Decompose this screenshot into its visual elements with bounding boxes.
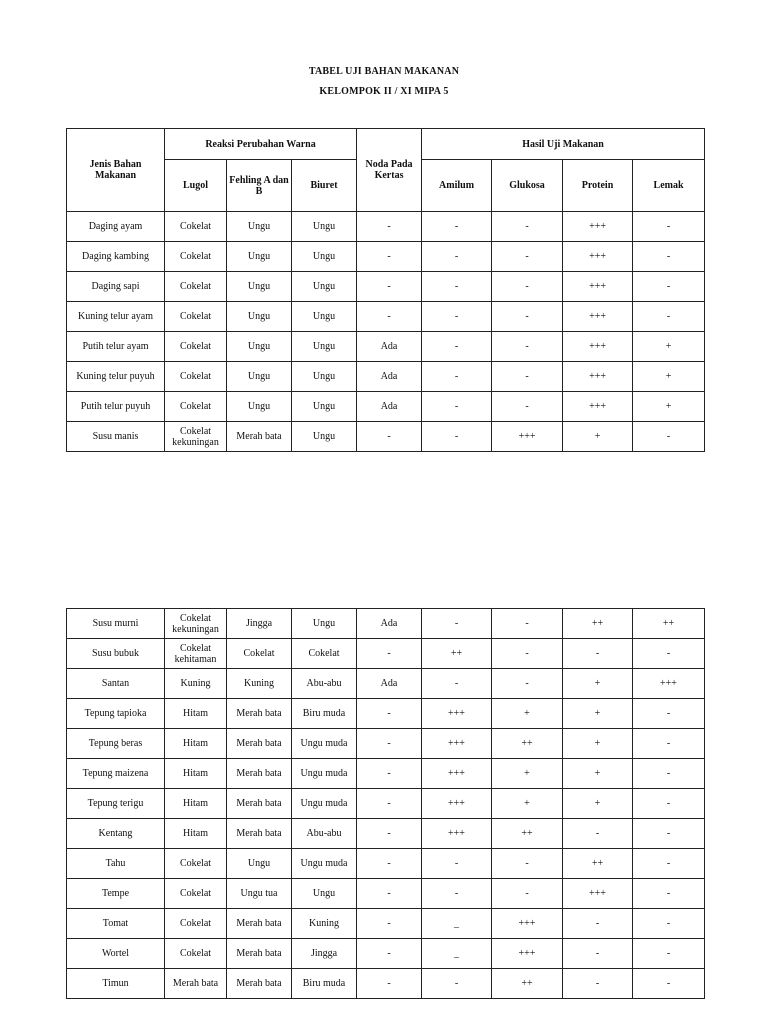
table-cell: Cokelat kekuningan [165, 609, 227, 639]
table-row [67, 669, 705, 699]
table-cell: - [357, 242, 422, 272]
table-cell: - [357, 272, 422, 302]
table-cell: - [492, 879, 563, 909]
table-cell: - [563, 969, 633, 999]
table-cell: - [633, 729, 705, 759]
table-cell: Ada [357, 609, 422, 639]
table-cell: +++ [563, 392, 633, 422]
food-name-cell: Daging sapi [67, 272, 165, 302]
table-cell: - [633, 422, 705, 452]
table-cell: - [357, 819, 422, 849]
table-cell: _ [422, 939, 492, 969]
table-cell: + [563, 759, 633, 789]
table-cell: Cokelat [165, 939, 227, 969]
table-cell: Biru muda [292, 699, 357, 729]
table-cell: - [422, 879, 492, 909]
table-cell: - [422, 669, 492, 699]
table-cell: - [492, 362, 563, 392]
header-lugol: Lugol [165, 160, 227, 212]
food-name-cell: Tepung terigu [67, 789, 165, 819]
table-cell: Hitam [165, 819, 227, 849]
table-row [67, 242, 705, 272]
table-row [67, 879, 705, 909]
food-name-cell: Tepung beras [67, 729, 165, 759]
table-cell: - [357, 909, 422, 939]
table-cell: Cokelat [165, 849, 227, 879]
table-cell: Cokelat [165, 302, 227, 332]
table-cell: Kuning [227, 669, 292, 699]
table-cell: Ungu [292, 392, 357, 422]
food-name-cell: Putih telur ayam [67, 332, 165, 362]
table-cell: Ada [357, 332, 422, 362]
table-cell: - [492, 272, 563, 302]
table-cell: Ungu [227, 849, 292, 879]
table-cell: Abu-abu [292, 819, 357, 849]
table-cell: Merah bata [227, 759, 292, 789]
table-cell: Cokelat [165, 362, 227, 392]
table-cell: - [422, 362, 492, 392]
table-cell: - [422, 422, 492, 452]
food-name-cell: Susu bubuk [67, 639, 165, 669]
table-cell: - [492, 212, 563, 242]
table-cell: - [357, 789, 422, 819]
table-cell: Ungu tua [227, 879, 292, 909]
table-cell: - [633, 789, 705, 819]
header-protein: Protein [563, 160, 633, 212]
table-row [67, 332, 705, 362]
table-cell: Ungu [292, 302, 357, 332]
table-cell: + [492, 699, 563, 729]
table-cell: Merah bata [227, 729, 292, 759]
table-cell: - [492, 242, 563, 272]
table-cell: Ungu [292, 332, 357, 362]
table-row [67, 969, 705, 999]
table-cell: Cokelat [165, 879, 227, 909]
header-biuret: Biuret [292, 160, 357, 212]
table-cell: +++ [563, 362, 633, 392]
table-cell: +++ [633, 669, 705, 699]
food-name-cell: Daging kambing [67, 242, 165, 272]
table-cell: +++ [492, 909, 563, 939]
table-cell: + [563, 729, 633, 759]
food-name-cell: Tahu [67, 849, 165, 879]
table-cell: Kuning [165, 669, 227, 699]
table-cell: Ungu [292, 272, 357, 302]
table-cell: Ungu [227, 392, 292, 422]
table-cell: - [633, 242, 705, 272]
table-cell: Kuning [292, 909, 357, 939]
food-name-cell: Putih telur puyuh [67, 392, 165, 422]
table-cell: - [422, 609, 492, 639]
table-cell: Ungu [227, 272, 292, 302]
table1-body [67, 212, 705, 452]
table-row [67, 909, 705, 939]
table-row [67, 789, 705, 819]
food-name-cell: Susu manis [67, 422, 165, 452]
food-name-cell: Santan [67, 669, 165, 699]
table-cell: Hitam [165, 699, 227, 729]
table-cell: + [563, 669, 633, 699]
table-cell: - [422, 242, 492, 272]
header-noda: Noda Pada Kertas [357, 129, 422, 212]
table-row [67, 609, 705, 639]
table-row [67, 699, 705, 729]
table-cell: Merah bata [227, 969, 292, 999]
table-cell: Ungu [227, 332, 292, 362]
table-cell: - [492, 392, 563, 422]
table-cell: +++ [422, 759, 492, 789]
table-cell: - [563, 939, 633, 969]
table-cell: Cokelat [227, 639, 292, 669]
table-cell: ++ [422, 639, 492, 669]
table-row [67, 759, 705, 789]
table-cell: - [633, 639, 705, 669]
table-cell: - [357, 729, 422, 759]
table-cell: - [633, 272, 705, 302]
table-cell: - [633, 819, 705, 849]
food-name-cell: Kuning telur ayam [67, 302, 165, 332]
table-row [67, 849, 705, 879]
header-jenis-bahan: Jenis Bahan Makanan [67, 129, 165, 212]
table-cell: Ungu [292, 879, 357, 909]
table-cell: Ungu [292, 242, 357, 272]
table-cell: - [633, 939, 705, 969]
table-cell: ++ [633, 609, 705, 639]
table-cell: +++ [563, 332, 633, 362]
table-cell: Ada [357, 669, 422, 699]
table-row [67, 362, 705, 392]
table-cell: Merah bata [227, 699, 292, 729]
table-cell: Hitam [165, 789, 227, 819]
table-cell: + [633, 332, 705, 362]
table-cell: - [563, 909, 633, 939]
header-reaksi: Reaksi Perubahan Warna [165, 129, 357, 160]
table-cell: Ungu muda [292, 759, 357, 789]
table-cell: - [633, 699, 705, 729]
table-cell: - [357, 849, 422, 879]
table-cell: Ungu [227, 302, 292, 332]
header-amilum: Amilum [422, 160, 492, 212]
table-cell: - [422, 392, 492, 422]
table-cell: Ungu [227, 212, 292, 242]
table-cell: + [563, 789, 633, 819]
table-cell: - [633, 969, 705, 999]
table-cell: - [633, 879, 705, 909]
table-row [67, 639, 705, 669]
food-name-cell: Kentang [67, 819, 165, 849]
table-cell: +++ [422, 699, 492, 729]
table-cell: - [492, 849, 563, 879]
table-cell: Jingga [292, 939, 357, 969]
table-cell: +++ [492, 422, 563, 452]
header-lemak: Lemak [633, 160, 705, 212]
table-cell: - [422, 212, 492, 242]
table-cell: +++ [422, 729, 492, 759]
table-cell: Cokelat [165, 272, 227, 302]
header-fehling: Fehling A dan B [227, 160, 292, 212]
food-name-cell: Kuning telur puyuh [67, 362, 165, 392]
table-cell: ++ [492, 969, 563, 999]
food-name-cell: Timun [67, 969, 165, 999]
table-cell: + [633, 362, 705, 392]
table-cell: - [563, 639, 633, 669]
table-cell: Merah bata [227, 819, 292, 849]
header-glukosa: Glukosa [492, 160, 563, 212]
table-cell: - [633, 302, 705, 332]
table-cell: Ada [357, 362, 422, 392]
table-cell: - [422, 332, 492, 362]
table-cell: +++ [563, 302, 633, 332]
table-cell: Merah bata [227, 789, 292, 819]
table-cell: +++ [492, 939, 563, 969]
table-cell: - [357, 939, 422, 969]
table-cell: Ungu muda [292, 849, 357, 879]
table-cell: - [633, 212, 705, 242]
table-cell: Ungu [292, 422, 357, 452]
table-cell: Cokelat kehitaman [165, 639, 227, 669]
table-cell: +++ [563, 212, 633, 242]
table-cell: Hitam [165, 759, 227, 789]
table-cell: + [492, 759, 563, 789]
table-cell: - [422, 969, 492, 999]
table-row [67, 392, 705, 422]
table-cell: +++ [563, 242, 633, 272]
food-name-cell: Tepung tapioka [67, 699, 165, 729]
food-test-table-part2 [66, 608, 705, 999]
table-cell: - [492, 332, 563, 362]
table-cell: Merah bata [227, 939, 292, 969]
table-cell: Cokelat [165, 909, 227, 939]
table-row [67, 272, 705, 302]
table-cell: Ungu muda [292, 789, 357, 819]
table-cell: +++ [422, 789, 492, 819]
table-cell: - [633, 909, 705, 939]
food-name-cell: Tomat [67, 909, 165, 939]
document-title: TABEL UJI BAHAN MAKANAN [308, 66, 460, 77]
table-cell: + [563, 699, 633, 729]
table-cell: Cokelat [165, 392, 227, 422]
table-cell: ++ [563, 849, 633, 879]
table-cell: - [422, 849, 492, 879]
table-cell: - [357, 699, 422, 729]
table-cell: Jingga [227, 609, 292, 639]
table-cell: Ungu [227, 362, 292, 392]
table-cell: - [357, 212, 422, 242]
table-cell: - [563, 819, 633, 849]
table-cell: - [357, 879, 422, 909]
table-row [67, 302, 705, 332]
table-cell: ++ [563, 609, 633, 639]
table-row [67, 939, 705, 969]
table-cell: - [633, 759, 705, 789]
table-cell: ++ [492, 729, 563, 759]
header-hasil: Hasil Uji Makanan [422, 129, 705, 160]
table2-body [67, 609, 705, 999]
table-cell: Cokelat [165, 332, 227, 362]
table-cell: +++ [563, 272, 633, 302]
table-cell: Abu-abu [292, 669, 357, 699]
table-cell: ++ [492, 819, 563, 849]
table-cell: - [492, 302, 563, 332]
food-test-table-part1 [66, 128, 705, 452]
table-cell: +++ [422, 819, 492, 849]
table-cell: - [633, 849, 705, 879]
table-row [67, 729, 705, 759]
table-cell: - [357, 639, 422, 669]
table-row [67, 212, 705, 242]
table-cell: - [357, 302, 422, 332]
table-cell: Merah bata [227, 422, 292, 452]
food-name-cell: Tempe [67, 879, 165, 909]
table-cell: _ [422, 909, 492, 939]
food-name-cell: Wortel [67, 939, 165, 969]
table-cell: - [492, 609, 563, 639]
food-name-cell: Daging ayam [67, 212, 165, 242]
table-cell: Ungu [292, 212, 357, 242]
table-cell: Cokelat [165, 212, 227, 242]
table-row [67, 422, 705, 452]
table-cell: - [492, 639, 563, 669]
table-cell: Ungu [292, 362, 357, 392]
table-cell: +++ [563, 879, 633, 909]
table-cell: - [492, 669, 563, 699]
table-cell: + [563, 422, 633, 452]
table-cell: + [633, 392, 705, 422]
food-name-cell: Tepung maizena [67, 759, 165, 789]
table-cell: Ungu muda [292, 729, 357, 759]
table-cell: Ungu [292, 609, 357, 639]
table-cell: - [357, 969, 422, 999]
table-cell: Hitam [165, 729, 227, 759]
document-subtitle: KELOMPOK II / XI MIPA 5 [319, 86, 449, 97]
table-cell: - [357, 422, 422, 452]
food-name-cell: Susu murni [67, 609, 165, 639]
table-cell: Cokelat [292, 639, 357, 669]
table-cell: Ada [357, 392, 422, 422]
table-cell: Cokelat kekuningan [165, 422, 227, 452]
table-cell: Merah bata [227, 909, 292, 939]
table-cell: - [422, 272, 492, 302]
table-cell: Cokelat [165, 242, 227, 272]
table-cell: - [357, 759, 422, 789]
table-cell: Merah bata [165, 969, 227, 999]
table-cell: Biru muda [292, 969, 357, 999]
table-cell: Ungu [227, 242, 292, 272]
table-cell: - [422, 302, 492, 332]
table-row [67, 819, 705, 849]
table-cell: + [492, 789, 563, 819]
